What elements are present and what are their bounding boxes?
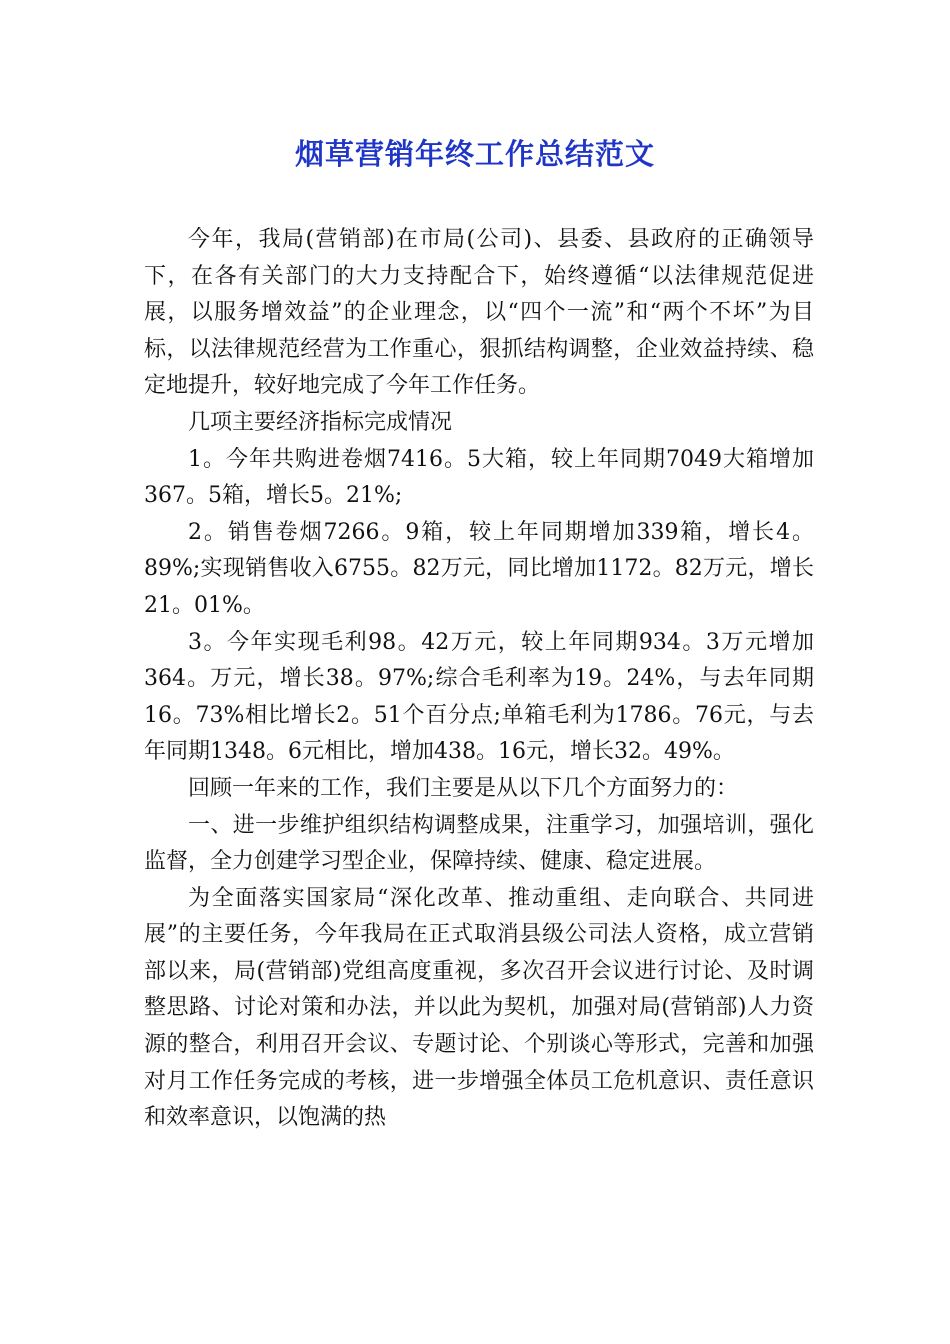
- document-title: 烟草营销年终工作总结范文: [294, 137, 655, 171]
- paragraph-reform: 为全面落实国家局“深化改革、推动重组、走向联合、共同进展”的主要任务，今年我局在正式取消县级公司法人资格，成立营销部以来，局(营销部)党组高度重视，多次召开会议进行讨论、及时调整思路、讨论对策和办法，并以此为契机，加强对局(营销部)人力资源的整合，利用召开会议、专题讨论、个别谈心等形式，完善和加强对月工作任务完成的考核，进一步增强全体员工危机意识、责任意识和效率意识，以饱满的热: [144, 885, 814, 1131]
- paragraph-indicators-heading: 几项主要经济指标完成情况: [188, 409, 453, 435]
- paragraph-item-1: 1。今年共购进卷烟7416。5大箱，较上年同期7049大箱增加367。5箱，增长5。21%;: [144, 446, 814, 509]
- document-body: [144, 222, 814, 1137]
- paragraph-review: 回顾一年来的工作，我们主要是从以下几个方面努力的：: [188, 775, 739, 801]
- paragraph-item-3: 3。今年实现毛利98。42万元，较上年同期934。3万元增加364。万元，增长38。97%;综合毛利率为19。24%，与去年同期16。73%相比增长2。51个百分点;单箱毛利为1786。76元，与去年同期1348。6元相比，增加438。16元，增长32。49%。: [144, 629, 814, 765]
- paragraph-section-one: 一、进一步维护组织结构调整成果，注重学习，加强培训，强化监督，全力创建学习型企业，保障持续、健康、稳定进展。: [144, 812, 814, 875]
- paragraph-intro: 今年，我局(营销部)在市局(公司)、县委、县政府的正确领导下，在各有关部门的大力支持配合下，始终遵循“以法律规范促进展，以服务增效益”的企业理念，以“四个一流”和“两个不坏”为目标，以法律规范经营为工作重心，狠抓结构调整，企业效益持续、稳定地提升，较好地完成了今年工作任务。: [144, 227, 814, 399]
- paragraph-item-2: 2。销售卷烟7266。9箱，较上年同期增加339箱，增长4。89%;实现销售收入6755。82万元，同比增加1172。82万元，增长21。01%。: [144, 519, 814, 618]
